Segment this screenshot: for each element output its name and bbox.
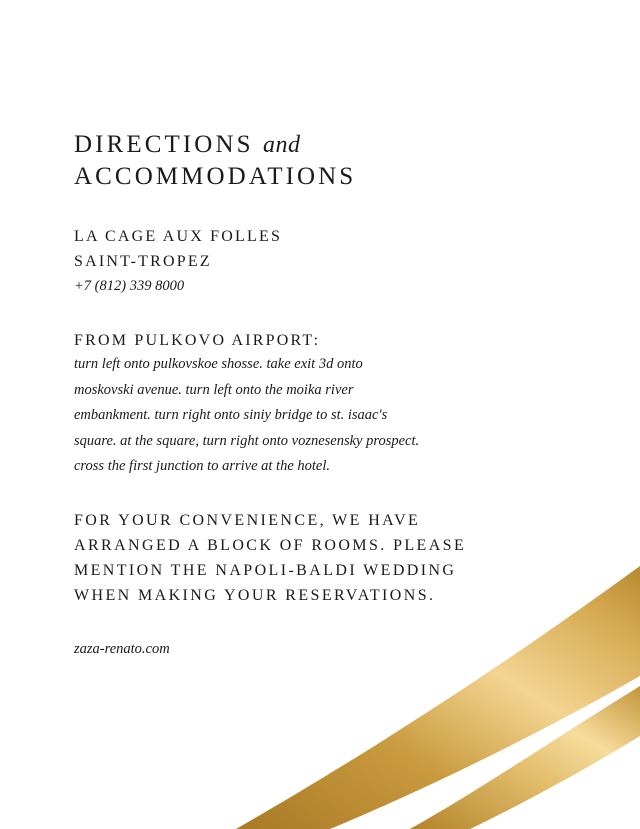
website-link[interactable]: zaza-renato.com [74, 641, 170, 657]
title-directions: DIRECTIONS [74, 131, 254, 158]
direction-line: turn left onto pulkovskoe shosse. take exit 3d onto [74, 356, 363, 372]
note-line: FOR YOUR CONVENIENCE, WE HAVE [74, 512, 421, 529]
title-connector: and [262, 132, 301, 158]
note-line: MENTION THE NAPOLI-BALDI WEDDING [74, 562, 457, 579]
note-line: ARRANGED A BLOCK OF ROOMS. PLEASE [74, 537, 467, 554]
note-line: WHEN MAKING YOUR RESERVATIONS. [74, 587, 436, 604]
title-accommodations: ACCOMMODATIONS [74, 163, 357, 190]
venue-location: SAINT-TROPEZ [74, 253, 212, 270]
venue-name: LA CAGE AUX FOLLES [74, 228, 283, 245]
room-block-note [74, 508, 466, 608]
direction-line: cross the first junction to arrive at the hotel. [74, 458, 331, 474]
page-title [74, 129, 356, 192]
direction-line: embankment. turn right onto siniy bridge to st. isaac's [74, 407, 388, 423]
airport-directions-block [74, 330, 419, 480]
airport-heading: FROM PULKOVO AIRPORT: [74, 332, 321, 349]
venue-block [74, 224, 282, 298]
direction-line: moskovski avenue. turn left onto the moika river [74, 381, 354, 398]
direction-line: square. at the square, turn right onto voznesensky prospect. [74, 432, 420, 449]
venue-phone: +7 (812) 339 8000 [74, 278, 185, 294]
